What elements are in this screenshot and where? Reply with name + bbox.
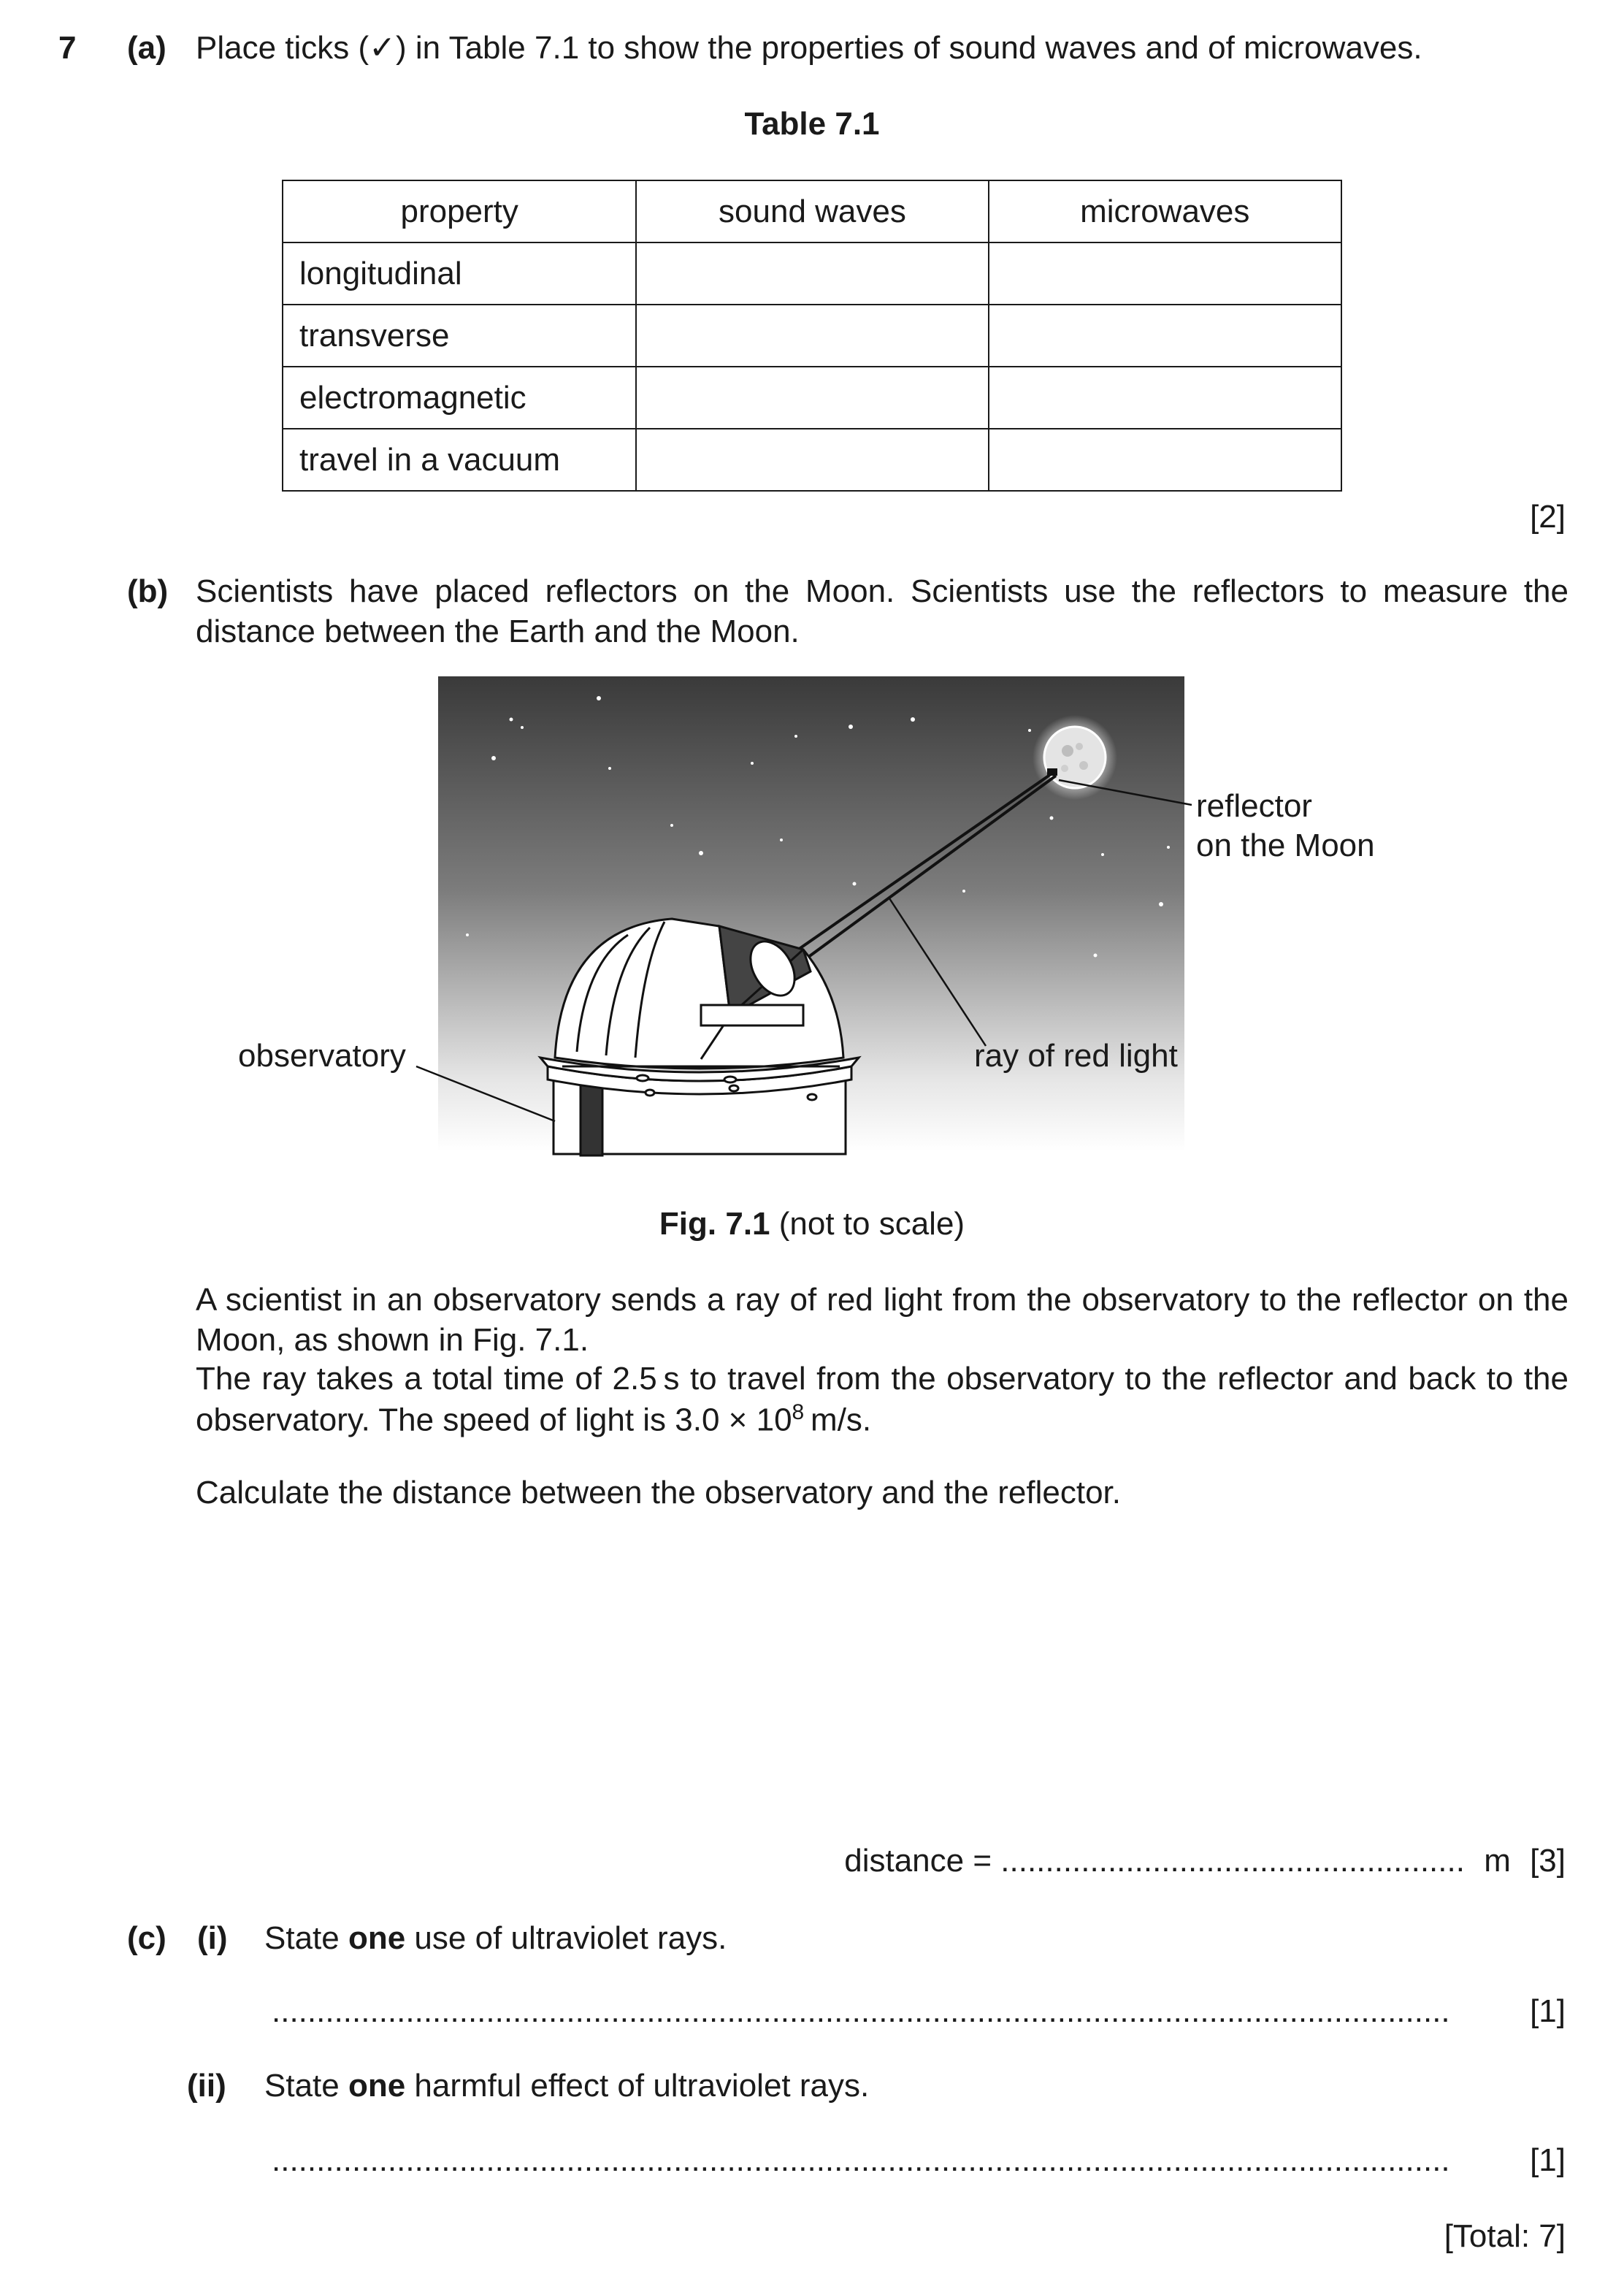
part-c-label: (c) (127, 1920, 166, 1956)
part-a-label: (a) (127, 30, 166, 66)
part-c-i-answer-field[interactable]: .................................................................................................................................... (272, 1993, 1450, 2029)
part-b-para2-start: The ray takes a total time of 2.5 s to travel from the observatory to the reflector and back to the observatory. The speed of light is 3.0 × 10 (196, 1361, 1569, 1438)
tick-cell[interactable] (989, 305, 1341, 367)
tick-cell[interactable] (636, 305, 988, 367)
distance-answer-field[interactable]: .................................................... (1000, 1843, 1465, 1879)
distance-label: distance = (844, 1843, 1001, 1879)
part-b-para2 (196, 1359, 1569, 1440)
part-c-i-marks: [1] (1530, 1993, 1566, 2029)
tick-cell[interactable] (989, 429, 1341, 491)
part-c-ii-text-bold: one (348, 2068, 406, 2104)
header-microwaves: microwaves (989, 180, 1341, 242)
row-label: travel in a vacuum (283, 429, 636, 491)
label-ray: ray of red light (974, 1038, 1178, 1074)
figure-7-1 (219, 672, 1460, 1169)
properties-table (282, 180, 1342, 492)
part-c-i-text-start: State (264, 1920, 348, 1956)
figure-caption-bold: Fig. 7.1 (659, 1206, 770, 1242)
question-number: 7 (58, 30, 77, 66)
header-sound-waves: sound waves (636, 180, 988, 242)
tick-cell[interactable] (636, 242, 988, 305)
exponent: 8 (792, 1400, 805, 1424)
row-label: transverse (283, 305, 636, 367)
part-b-para2-end: m/s. (804, 1402, 872, 1438)
part-b-marks: [3] (1530, 1843, 1566, 1879)
distance-answer-line (844, 1841, 1566, 1881)
tick-cell[interactable] (636, 367, 988, 429)
part-b-intro: Scientists have placed reflectors on the Moon. Scientists use the reflectors to measure the distance between the Earth and the Moon. (196, 573, 1569, 649)
figure-caption (0, 1204, 1624, 1244)
part-b-instruction: Calculate the distance between the observatory and the reflector. (196, 1475, 1121, 1510)
part-c-ii-text (264, 2066, 869, 2106)
part-a-text: Place ticks (✓) in Table 7.1 to show the properties of sound waves and of microwaves. (196, 30, 1422, 66)
part-c-ii-answer-field[interactable]: .................................................................................................................................... (272, 2142, 1450, 2178)
label-observatory: observatory (238, 1038, 406, 1074)
part-c-i-label: (i) (197, 1920, 228, 1956)
part-a-marks: [2] (1530, 499, 1566, 535)
total-marks: [Total: 7] (1444, 2218, 1566, 2254)
table-row (283, 367, 1341, 429)
table-header-row (283, 180, 1341, 242)
header-property: property (283, 180, 636, 242)
figure-caption-rest: (not to scale) (770, 1206, 965, 1242)
tick-cell[interactable] (989, 242, 1341, 305)
part-c-ii-label: (ii) (187, 2068, 226, 2104)
row-label: longitudinal (283, 242, 636, 305)
tick-cell[interactable] (636, 429, 988, 491)
part-c-i-text (264, 1918, 727, 1958)
part-b-para1: A scientist in an observatory sends a ray of red light from the observatory to the reflector on the Moon, as shown in Fig. 7.1. (196, 1282, 1569, 1358)
label-reflector-line2: on the Moon (1196, 828, 1375, 863)
row-label: electromagnetic (283, 367, 636, 429)
part-c-ii-text-start: State (264, 2068, 348, 2104)
table-row (283, 242, 1341, 305)
table-row (283, 429, 1341, 491)
distance-unit: m (1484, 1843, 1511, 1879)
tick-cell[interactable] (989, 367, 1341, 429)
label-reflector-line1: reflector (1196, 788, 1312, 824)
part-b-label: (b) (127, 573, 169, 609)
part-c-ii-text-end: harmful effect of ultraviolet rays. (405, 2068, 870, 2104)
part-c-ii-marks: [1] (1530, 2142, 1566, 2178)
part-c-i-text-bold: one (348, 1920, 406, 1956)
part-c-i-text-end: use of ultraviolet rays. (405, 1920, 727, 1956)
table-row (283, 305, 1341, 367)
table-title: Table 7.1 (744, 106, 880, 142)
